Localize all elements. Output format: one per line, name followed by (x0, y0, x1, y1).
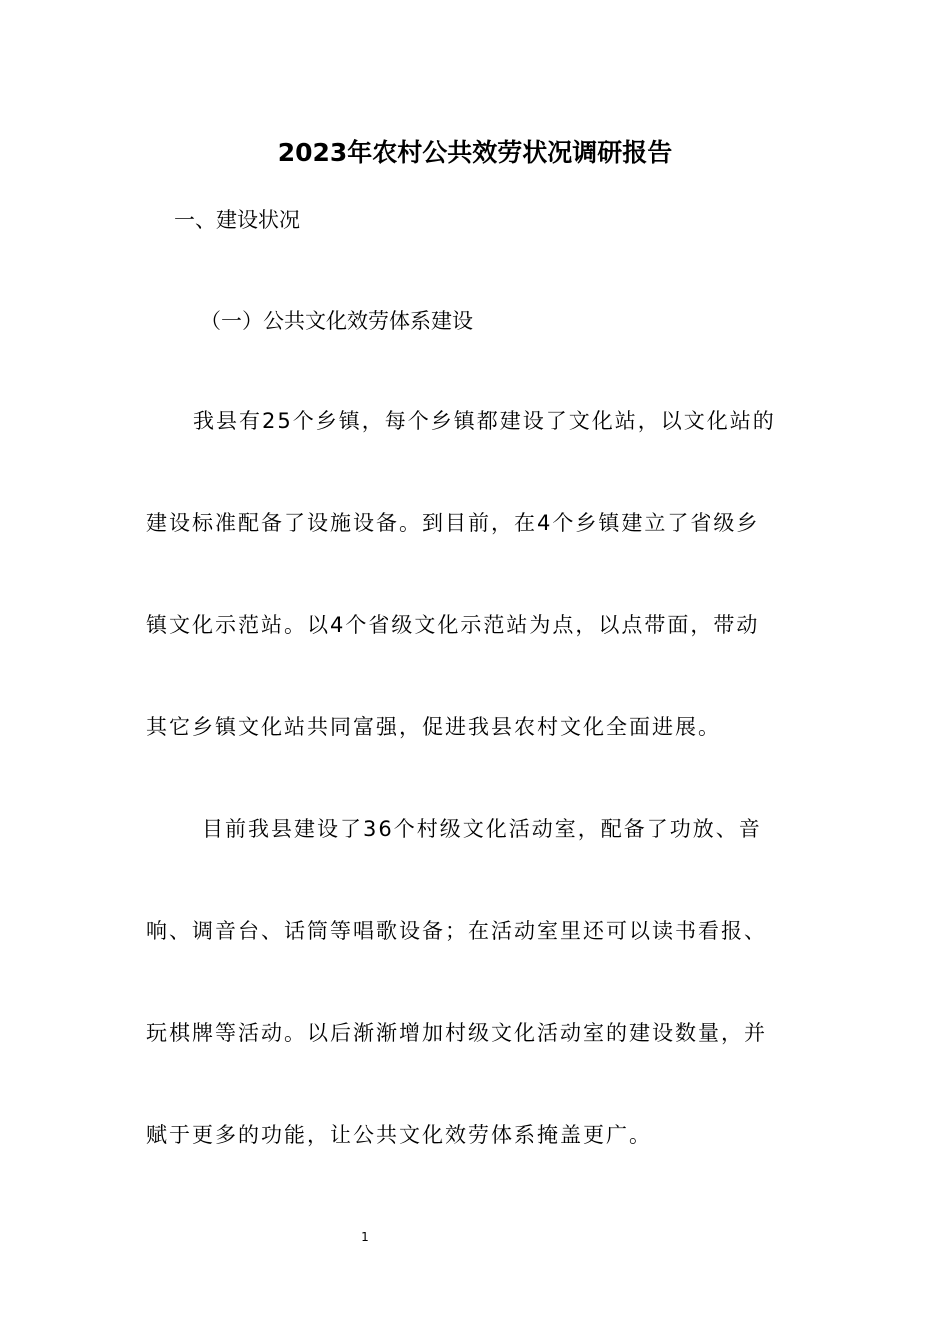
paragraph-line: 赋于更多的功能，让公共文化效劳体系掩盖更广。 (146, 1123, 652, 1147)
paragraph-line: 目前我县建设了36个村级文化活动室，配备了功放、音 (202, 817, 762, 841)
paragraph-1 (146, 370, 816, 778)
page-number: 1 (361, 1230, 369, 1244)
paragraph-line: 其它乡镇文化站共同富强，促进我县农村文化全面进展。 (146, 715, 721, 739)
document-title: 2023年农村公共效劳状况调研报告 (277, 138, 673, 167)
section-heading: 一、建设状况 (174, 208, 300, 232)
paragraph-line: 镇文化示范站。以4个省级文化示范站为点，以点带面，带动 (146, 613, 760, 637)
paragraph-2 (146, 778, 816, 1186)
paragraph-line: 玩棋牌等活动。以后渐渐增加村级文化活动室的建设数量，并 (146, 1021, 767, 1045)
paragraph-line: 建设标准配备了设施设备。到目前，在4个乡镇建立了省级乡 (146, 511, 760, 535)
paragraph-line: 响、调音台、话筒等唱歌设备；在活动室里还可以读书看报、 (146, 919, 767, 943)
subsection-heading: （一）公共文化效劳体系建设 (200, 309, 473, 333)
paragraph-line: 我县有25个乡镇，每个乡镇都建设了文化站，以文化站的 (193, 409, 776, 433)
